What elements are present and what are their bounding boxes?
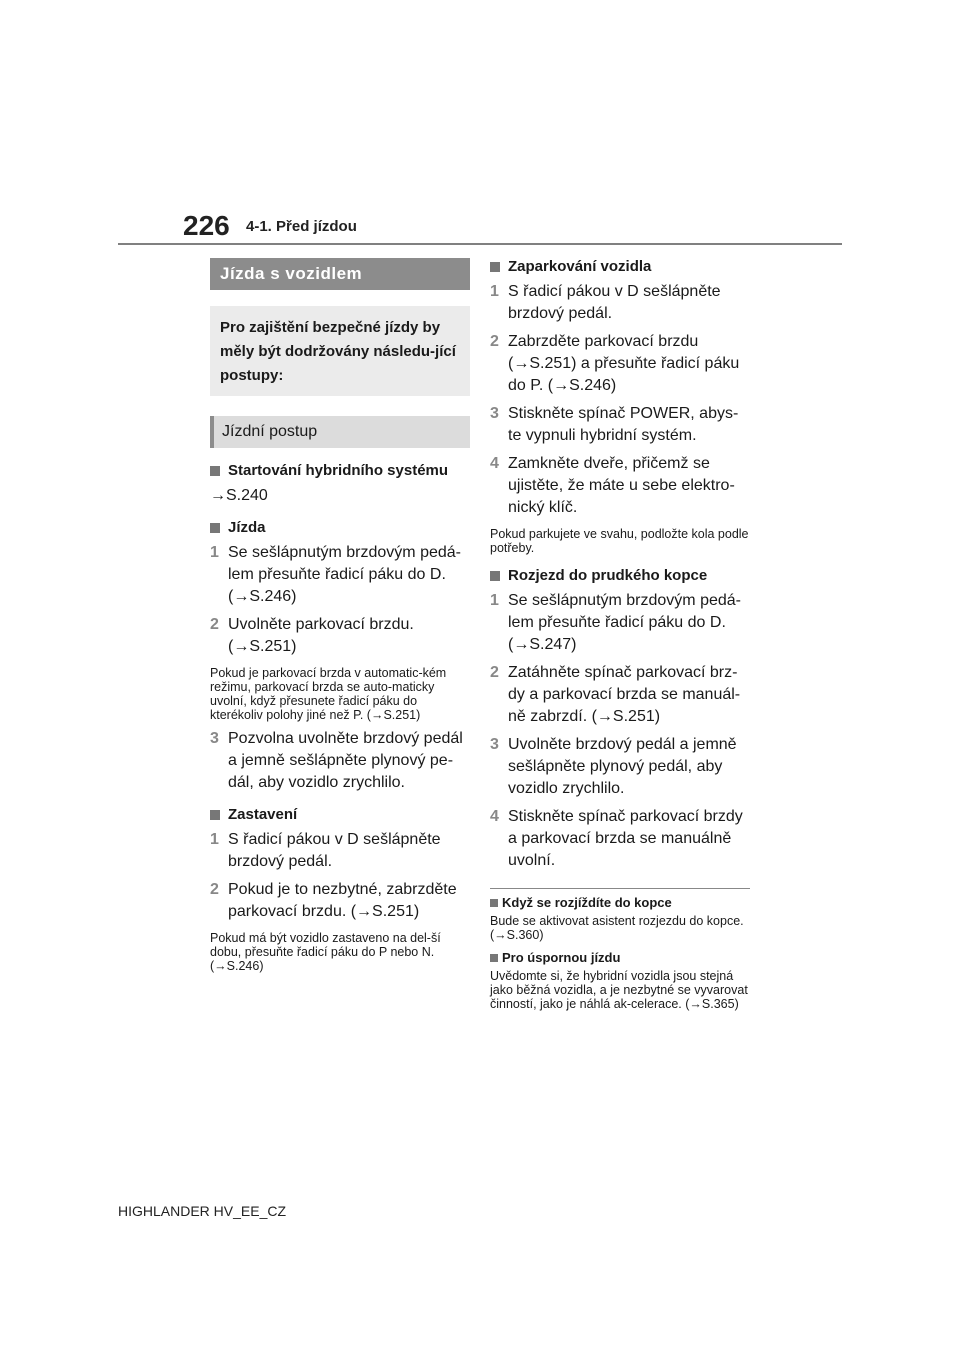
step-text: Stiskněte spínač parkovací brzdy a parkovací brzda se manuálně uvolní. — [508, 808, 743, 869]
step-number: 2 — [210, 881, 219, 898]
heading-text: Pro úspornou jízdu — [502, 950, 621, 965]
hint-heading-hill — [490, 895, 750, 910]
square-bullet-icon — [210, 810, 220, 820]
step-number: 1 — [490, 283, 499, 300]
square-bullet-icon — [210, 466, 220, 476]
main-banner: Jízda s vozidlem — [210, 258, 470, 290]
drive-heading — [210, 519, 470, 536]
stop-heading — [210, 806, 470, 823]
step-text: Zatáhněte spínač parkovací brz-dy a parkovací brzda se manuál-ně zabrzdí. (→S.251) — [508, 664, 741, 725]
left-column — [210, 258, 470, 973]
heading-text: Zaparkování vozidla — [508, 258, 652, 275]
square-bullet-icon — [210, 523, 220, 533]
step-text: Se sešlápnutým brzdovým pedá-lem přesuňte řadicí páku do D. (→S.247) — [508, 592, 741, 653]
heading-text: Jízda — [228, 519, 266, 536]
hill-step-3 — [490, 734, 750, 800]
step-text: Pokud je to nezbytné, zabrzděte parkovací brzdu. (→S.251) — [228, 881, 457, 920]
stop-step-2 — [210, 879, 470, 923]
park-step-2 — [490, 331, 750, 397]
hint-text-hill: Bude se aktivovat asistent rozjezdu do kopce. (→S.360) — [490, 914, 744, 942]
drive-step-2 — [210, 614, 470, 658]
park-step-1 — [490, 281, 750, 325]
square-bullet-icon — [490, 571, 500, 581]
park-heading — [490, 258, 750, 275]
step-number: 3 — [490, 405, 499, 422]
park-step-3 — [490, 403, 750, 447]
section-title: 4-1. Před jízdou — [246, 218, 357, 235]
step-text: Pozvolna uvolněte brzdový pedál a jemně sešlápněte plynový pe-dál, aby vozidlo zrychlilo. — [228, 730, 463, 791]
right-column — [490, 258, 750, 1011]
step-number: 2 — [210, 616, 219, 633]
footer-model: HIGHLANDER HV_EE_CZ — [118, 1203, 287, 1219]
hill-heading — [490, 567, 750, 584]
hill-step-2 — [490, 662, 750, 728]
step-number: 4 — [490, 455, 499, 472]
hint-heading-eco — [490, 950, 750, 965]
step-text: Uvolněte brzdový pedál a jemně sešlápněte plynový pedál, aby vozidlo zrychlilo. — [508, 736, 737, 797]
intro-box: Pro zajištění bezpečné jízdy by měly být dodržovány následu-jící postupy: — [210, 306, 470, 396]
heading-text: Když se rozjíždíte do kopce — [502, 895, 672, 910]
step-text: Zabrzděte parkovací brzdu (→S.251) a přesuňte řadicí páku do P. (→S.246) — [508, 333, 740, 394]
stop-note: Pokud má být vozidlo zastaveno na del-ší dobu, přesuňte řadicí páku do P nebo N. (→S.246) — [210, 931, 441, 973]
square-bullet-icon — [490, 262, 500, 272]
square-bullet-icon — [490, 954, 498, 962]
step-number: 3 — [210, 730, 219, 747]
step-number: 2 — [490, 333, 499, 350]
stop-step-1 — [210, 829, 470, 873]
step-number: 4 — [490, 808, 499, 825]
heading-text: Zastavení — [228, 806, 298, 823]
step-number: 1 — [210, 831, 219, 848]
heading-text: Rozjezd do prudkého kopce — [508, 567, 708, 584]
step-number: 3 — [490, 736, 499, 753]
sub-banner: Jízdní postup — [210, 416, 470, 448]
header-divider — [118, 243, 842, 245]
step-text: Zamkněte dveře, přičemž se ujistěte, že máte u sebe elektro-nický klíč. — [508, 455, 735, 516]
step-text: S řadicí pákou v D sešlápněte brzdový pedál. — [228, 831, 441, 870]
hill-step-1 — [490, 590, 750, 656]
park-step-4 — [490, 453, 750, 519]
step-number: 1 — [490, 592, 499, 609]
step-number: 2 — [490, 664, 499, 681]
step-text: S řadicí pákou v D sešlápněte brzdový pedál. — [508, 283, 721, 322]
hint-text-eco: Uvědomte si, že hybridní vozidla jsou stejná jako běžná vozidla, a je nezbytné se vyvarovat činností, jako je náhlá ak-celerace. (→S.365) — [490, 969, 748, 1011]
step-text: Stiskněte spínač POWER, abys-te vypnuli hybridní systém. — [508, 405, 739, 444]
step-text: Se sešlápnutým brzdovým pedá-lem přesuňte řadicí páku do D. (→S.246) — [228, 544, 461, 605]
heading-text: Startování hybridního systému — [228, 462, 449, 479]
hint-divider — [490, 888, 750, 889]
drive-step-1 — [210, 542, 470, 608]
drive-step-3 — [210, 728, 470, 794]
page-number: 226 — [183, 210, 230, 241]
start-heading — [210, 462, 470, 479]
park-note: Pokud parkujete ve svahu, podložte kola podle potřeby. — [490, 527, 749, 555]
drive-note: Pokud je parkovací brzda v automatic-kém režimu, parkovací brzda se auto-maticky uvolní, když přesunete řadicí páku do kterékoliv polohy jiné než P. (→S.251) — [210, 666, 447, 722]
step-text: Uvolněte parkovací brzdu. (→S.251) — [228, 616, 414, 655]
square-bullet-icon — [490, 899, 498, 907]
step-number: 1 — [210, 544, 219, 561]
start-reference: →S.240 — [210, 487, 268, 504]
hill-step-4 — [490, 806, 750, 872]
